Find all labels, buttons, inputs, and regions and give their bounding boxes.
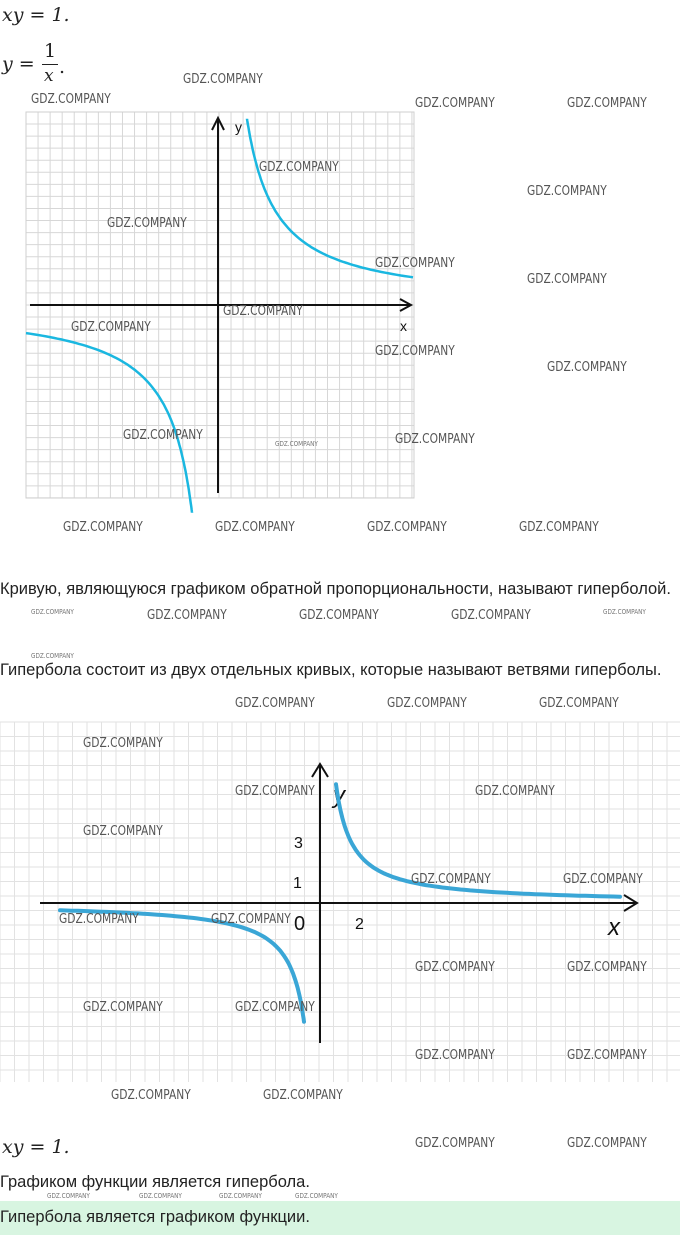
watermark: GDZ.COMPANY — [527, 184, 607, 199]
watermark: GDZ.COMPANY — [31, 92, 111, 107]
watermark: GDZ.COMPANY — [235, 1000, 315, 1015]
watermark: GDZ.COMPANY — [63, 520, 143, 535]
watermark: GDZ.COMPANY — [411, 872, 491, 887]
watermark: GDZ.COMPANY — [295, 1192, 338, 1200]
graph2-tick-y-3: 3 — [294, 835, 303, 852]
watermark: GDZ.COMPANY — [31, 652, 74, 660]
watermark: GDZ.COMPANY — [415, 1048, 495, 1063]
watermark: GDZ.COMPANY — [111, 1088, 191, 1103]
watermark: GDZ.COMPANY — [83, 736, 163, 751]
graph2-y-label: y — [333, 782, 345, 809]
graph2-x-label: x — [608, 914, 620, 941]
watermark: GDZ.COMPANY — [211, 912, 291, 927]
graph1-x-label: x — [400, 318, 407, 334]
highlighted-answer-text: Гипербола является графиком функции. — [0, 1208, 310, 1226]
watermark: GDZ.COMPANY — [107, 216, 187, 231]
watermark: GDZ.COMPANY — [31, 608, 74, 616]
watermark: GDZ.COMPANY — [299, 608, 379, 623]
watermark: GDZ.COMPANY — [183, 72, 263, 87]
watermark: GDZ.COMPANY — [123, 428, 203, 443]
graph2-tick-y-1: 1 — [293, 875, 302, 892]
fraction-denominator: x — [44, 66, 54, 86]
formula-xy-bottom: xy = 1. — [2, 1136, 70, 1158]
graph2-hyperbola-branch-left — [60, 910, 304, 1022]
watermark: GDZ.COMPANY — [567, 96, 647, 111]
watermark: GDZ.COMPANY — [215, 520, 295, 535]
watermark: GDZ.COMPANY — [275, 440, 318, 448]
watermark: GDZ.COMPANY — [415, 960, 495, 975]
fraction-period: . — [59, 56, 66, 78]
watermark: GDZ.COMPANY — [527, 272, 607, 287]
watermark: GDZ.COMPANY — [71, 320, 151, 335]
watermark: GDZ.COMPANY — [603, 608, 646, 616]
watermark: GDZ.COMPANY — [415, 96, 495, 111]
watermark: GDZ.COMPANY — [235, 696, 315, 711]
watermark: GDZ.COMPANY — [139, 1192, 182, 1200]
paragraph-hyperbola-branches: Гипербола состоит из двух отдельных кривых, которые называют ветвями гиперболы. — [0, 661, 662, 679]
watermark: GDZ.COMPANY — [567, 1136, 647, 1151]
watermark: GDZ.COMPANY — [259, 160, 339, 175]
watermark: GDZ.COMPANY — [263, 1088, 343, 1103]
watermark: GDZ.COMPANY — [47, 1192, 90, 1200]
watermark: GDZ.COMPANY — [567, 960, 647, 975]
graph2-origin-label: 0 — [294, 913, 306, 935]
graph1-y-label: y — [235, 119, 242, 135]
paragraph-hyperbola-definition: Кривую, являющуюся графиком обратной пропорциональности, называют гиперболой. — [0, 580, 671, 598]
watermark: GDZ.COMPANY — [567, 1048, 647, 1063]
watermark: GDZ.COMPANY — [223, 304, 303, 319]
graph2-tick-x-2: 2 — [355, 916, 364, 933]
formula-lhs: y = — [2, 53, 35, 75]
watermark: GDZ.COMPANY — [539, 696, 619, 711]
watermark: GDZ.COMPANY — [519, 520, 599, 535]
watermark: GDZ.COMPANY — [235, 784, 315, 799]
watermark: GDZ.COMPANY — [451, 608, 531, 623]
paragraph-graph-is-hyperbola: Графиком функции является гипербола. — [0, 1173, 310, 1191]
watermark: GDZ.COMPANY — [367, 520, 447, 535]
watermark: GDZ.COMPANY — [387, 696, 467, 711]
watermark: GDZ.COMPANY — [83, 1000, 163, 1015]
fraction-numerator: 1 — [44, 40, 57, 62]
watermark: GDZ.COMPANY — [415, 1136, 495, 1151]
watermark: GDZ.COMPANY — [59, 912, 139, 927]
watermark: GDZ.COMPANY — [547, 360, 627, 375]
watermark: GDZ.COMPANY — [475, 784, 555, 799]
watermark: GDZ.COMPANY — [375, 344, 455, 359]
formula-xy-top: xy = 1. — [2, 4, 70, 26]
watermark: GDZ.COMPANY — [563, 872, 643, 887]
watermark: GDZ.COMPANY — [395, 432, 475, 447]
highlighted-answer — [0, 1201, 680, 1235]
watermark: GDZ.COMPANY — [219, 1192, 262, 1200]
watermark: GDZ.COMPANY — [83, 824, 163, 839]
watermark: GDZ.COMPANY — [147, 608, 227, 623]
watermark: GDZ.COMPANY — [375, 256, 455, 271]
